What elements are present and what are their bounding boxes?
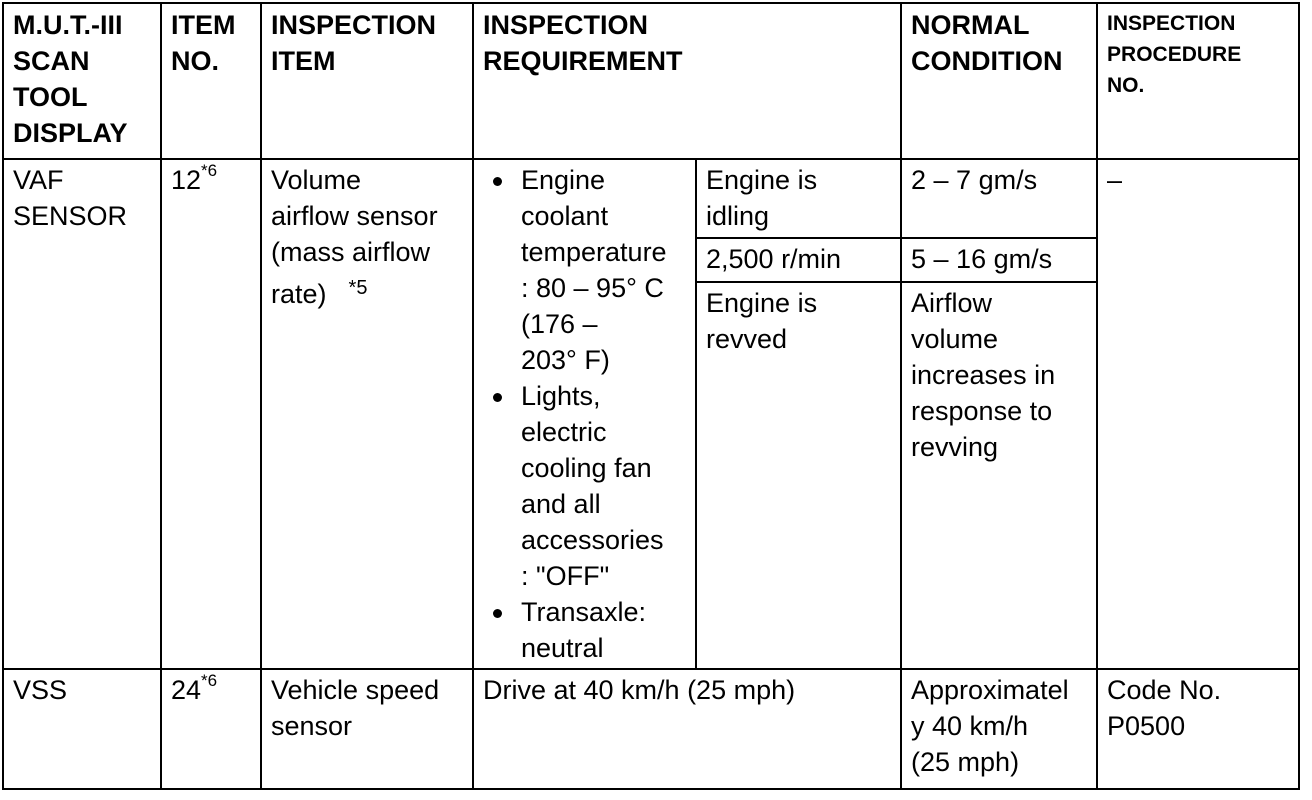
vss-inspection-item-cell xyxy=(261,669,473,789)
header-line: ITEM xyxy=(171,10,236,40)
list-item xyxy=(483,594,687,666)
cell-line: Drive at 40 km/h (25 mph) xyxy=(483,675,796,705)
header-line: DISPLAY xyxy=(13,118,128,148)
cell-line: airflow sensor xyxy=(271,201,438,231)
footnote-mark: *5 xyxy=(348,277,368,299)
cell-line: Engine is xyxy=(706,287,818,318)
cell-line: SENSOR xyxy=(13,201,128,231)
vss-display-cell xyxy=(3,669,161,789)
header-line: REQUIREMENT xyxy=(483,46,683,76)
vss-procedure-no-cell xyxy=(1097,669,1299,789)
cell-line xyxy=(271,270,464,312)
cell-line: sensor xyxy=(271,711,353,741)
cell-line: revving xyxy=(911,431,999,462)
vaf-normal-2500 xyxy=(901,238,1097,282)
cell-line: 2 – 7 gm/s xyxy=(911,165,1038,195)
cell-line: cooling fan xyxy=(521,453,652,483)
header-line: TOOL xyxy=(13,82,88,112)
vaf-inspection-item-cell xyxy=(261,159,473,669)
header-line: ITEM xyxy=(271,46,336,76)
vss-requirement-cell xyxy=(473,669,901,789)
cell-line: 2,500 r/min xyxy=(706,243,842,274)
cell-line: Vehicle speed xyxy=(271,675,440,705)
header-line: NO. xyxy=(171,46,220,76)
header-item-no xyxy=(161,3,261,159)
cell-line: coolant xyxy=(521,201,609,231)
header-line: INSPECTION xyxy=(483,10,649,40)
item-number: 12 xyxy=(171,165,202,195)
cell-line: Code No. xyxy=(1107,675,1222,705)
vaf-display-cell xyxy=(3,159,161,669)
header-line: INSPECTION xyxy=(271,10,437,40)
list-item xyxy=(483,162,687,378)
cell-line: neutral xyxy=(521,633,604,663)
cell-line: Transaxle: xyxy=(521,597,647,627)
header-line: INSPECTION xyxy=(1107,12,1236,35)
cell-line: y 40 km/h xyxy=(911,711,1029,741)
header-line: NO. xyxy=(1107,74,1145,97)
cell-line: Approximatel xyxy=(911,675,1069,705)
header-inspection-requirement xyxy=(473,3,901,159)
cell-line: accessories xyxy=(521,525,664,555)
header-line: PROCEDURE xyxy=(1107,43,1242,66)
cell-line: Volume xyxy=(271,165,362,195)
header-inspection-procedure-no xyxy=(1097,3,1299,159)
vaf-condition-idling xyxy=(696,159,901,238)
cell-line: (mass airflow xyxy=(271,237,431,267)
footnote-mark: *6 xyxy=(201,671,218,690)
mut-data-list-table xyxy=(2,2,1300,790)
table-row xyxy=(3,669,1299,789)
cell-line: 203° F) xyxy=(521,345,610,375)
header-normal-condition xyxy=(901,3,1097,159)
requirement-list xyxy=(483,162,687,666)
cell-line: : 80 – 95° C xyxy=(521,273,664,303)
cell-line: Engine is xyxy=(706,165,818,195)
header-line: CONDITION xyxy=(911,46,1063,76)
cell-line: electric xyxy=(521,417,607,447)
cell-line: volume xyxy=(911,323,999,354)
cell-line: response to xyxy=(911,395,1053,426)
cell-line: 5 – 16 gm/s xyxy=(911,243,1053,274)
cell-line: – xyxy=(1107,165,1123,195)
cell-line: increases in xyxy=(911,359,1056,390)
header-line: SCAN xyxy=(13,46,90,76)
vaf-procedure-no-cell xyxy=(1097,159,1299,669)
item-number: 24 xyxy=(171,675,202,705)
vss-normal-cell xyxy=(901,669,1097,789)
cell-line: revved xyxy=(706,323,788,354)
vaf-requirement-cell xyxy=(473,159,696,669)
vaf-normal-idling xyxy=(901,159,1097,238)
vaf-normal-revved xyxy=(901,282,1097,669)
vaf-condition-2500 xyxy=(696,238,901,282)
cell-line: : "OFF" xyxy=(521,561,610,591)
cell-line: VAF xyxy=(13,165,64,195)
header-scan-tool-display xyxy=(3,3,161,159)
cell-line: Airflow xyxy=(911,287,993,318)
header-line: M.U.T.-III xyxy=(13,10,123,40)
cell-line: (176 – xyxy=(521,309,598,339)
header-row xyxy=(3,3,1299,159)
cell-line: (25 mph) xyxy=(911,747,1020,777)
vss-item-no-cell xyxy=(161,669,261,789)
cell-line: Engine xyxy=(521,165,606,195)
cell-line: Lights, xyxy=(521,381,601,411)
cell-line: P0500 xyxy=(1107,711,1186,741)
header-inspection-item xyxy=(261,3,473,159)
footnote-mark: *6 xyxy=(201,161,218,180)
cell-line: idling xyxy=(706,201,770,231)
table-row xyxy=(3,159,1299,238)
vaf-condition-revved xyxy=(696,282,901,669)
cell-line: VSS xyxy=(13,675,68,705)
vaf-item-no-cell xyxy=(161,159,261,669)
cell-line: and all xyxy=(521,489,601,519)
header-line: NORMAL xyxy=(911,10,1030,40)
list-item xyxy=(483,378,687,594)
cell-text: rate) xyxy=(271,279,327,309)
cell-line: temperature xyxy=(521,237,667,267)
